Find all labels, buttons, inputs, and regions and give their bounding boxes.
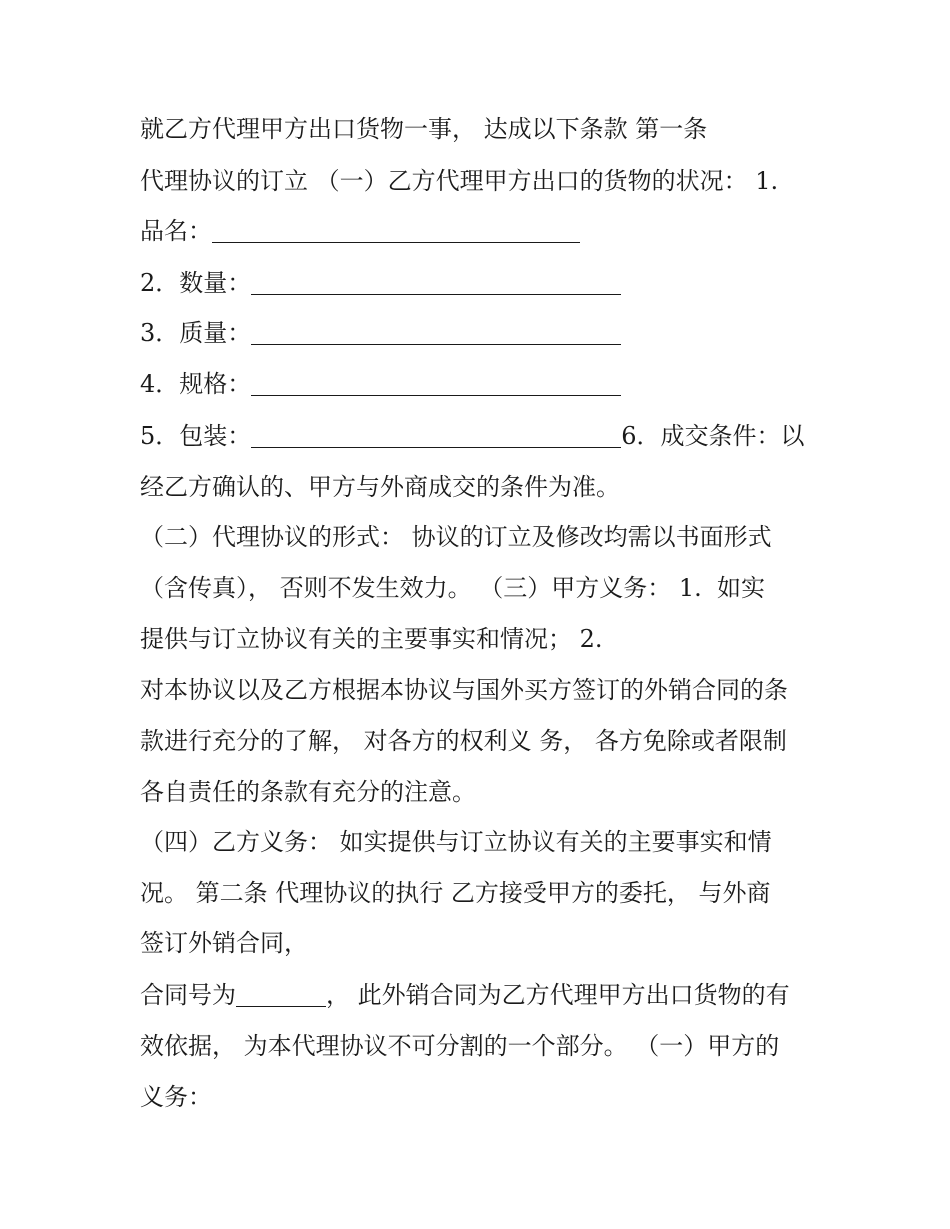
text-line: 各自责任的条款有充分的注意。 [140,778,476,806]
text-line-quality [140,318,621,348]
text-span: 6．成交条件：以 [621,422,805,450]
fill-in-blank [251,373,621,396]
text-line: 经乙方确认的、甲方与外商成交的条件为准。 [140,473,620,501]
text-line-product-name [140,216,580,246]
field-label: 品名： [140,217,212,245]
text-line: 代理协议的订立 （一）乙方代理甲方出口的货物的状况： 1. [140,167,779,195]
text-line: （含传真）， 否则不发生效力。 （三）甲方义务： 1. 如实 [140,574,766,602]
text-line: 签订外销合同， [140,929,308,957]
text-line: 效依据， 为本代理协议不可分割的一个部分。 （一）甲方的 [140,1032,780,1060]
text-line-quantity [140,268,621,298]
text-line-packaging [140,421,805,451]
field-label: 合同号为 [140,981,236,1009]
fill-in-blank [251,272,621,295]
fill-in-blank [251,322,621,345]
field-label: 3．质量： [140,319,252,347]
fill-in-blank [212,220,580,243]
text-line: （四）乙方义务： 如实提供与订立协议有关的主要事实和情 [140,828,772,856]
text-line: 义务： [140,1083,212,1111]
field-label: 4．规格： [140,370,252,398]
text-line-contract-number [140,980,790,1010]
field-label: 2．数量： [140,269,252,297]
field-label: 5．包装： [140,422,252,450]
text-line: 提供与订立协议有关的主要事实和情况； 2. [140,625,603,653]
fill-in-blank [236,984,326,1007]
fill-in-blank [251,425,621,448]
text-line: 款进行充分的了解， 对各方的权利义 务， 各方免除或者限制 [140,727,787,755]
text-line: （二）代理协议的形式： 协议的订立及修改均需以书面形式 [140,523,772,551]
text-line: 况。 第二条 代理协议的执行 乙方接受甲方的委托， 与外商 [140,879,771,907]
text-line-spec [140,369,621,399]
text-line: 对本协议以及乙方根据本协议与国外买方签订的外销合同的条 [140,676,788,704]
text-span: ， 此外销合同为乙方代理甲方出口货物的有 [326,981,790,1009]
text-line: 就乙方代理甲方出口货物一事， 达成以下条款 第一条 [140,115,708,143]
